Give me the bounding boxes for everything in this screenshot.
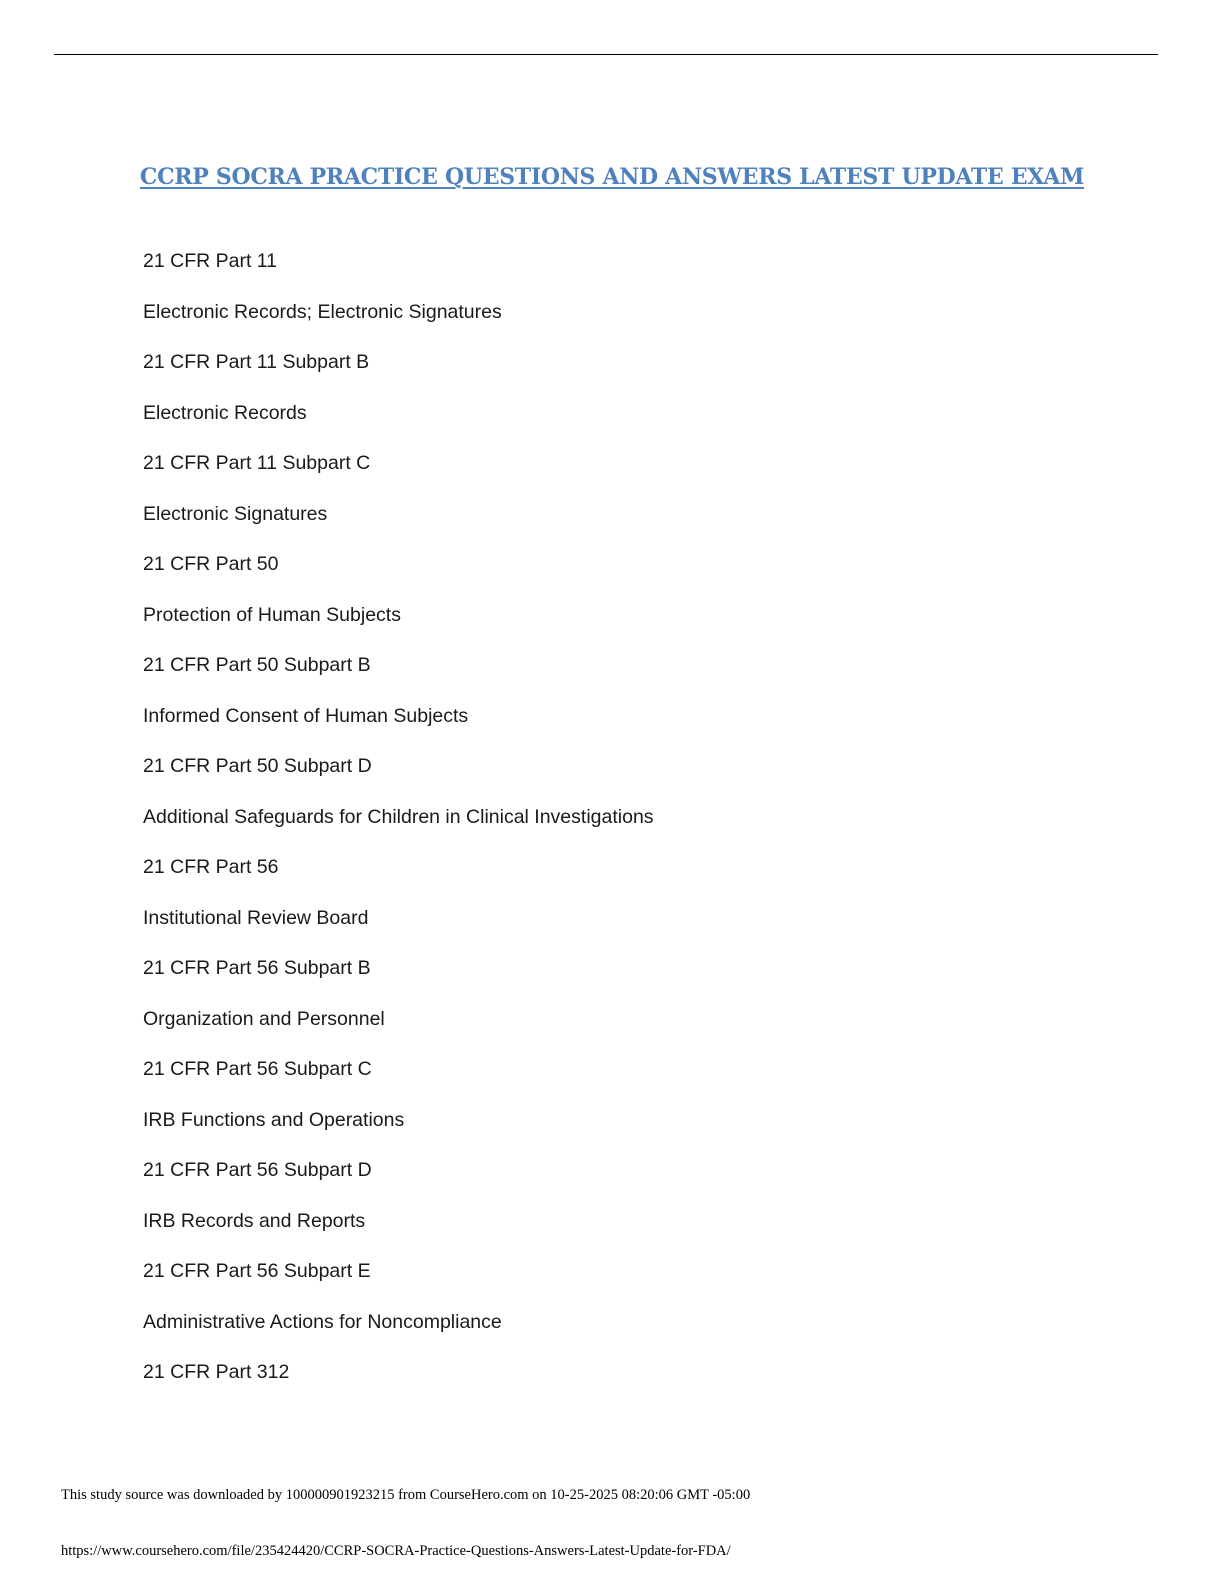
list-item: 21 CFR Part 312 [143, 1361, 290, 1383]
download-notice: This study source was downloaded by 100000901923215 from CourseHero.com on 10-25-2025 08:20:06 GMT -05:00 [61, 1487, 751, 1503]
entry-list [143, 248, 1143, 1410]
header-rule [54, 54, 1158, 55]
list-item: 21 CFR Part 50 [143, 553, 279, 575]
list-item: 21 CFR Part 56 [143, 856, 279, 878]
list-item: 21 CFR Part 11 [143, 250, 278, 272]
list-item: 21 CFR Part 50 Subpart B [143, 654, 371, 676]
list-item: Organization and Personnel [143, 1007, 385, 1030]
document-title: CCRP SOCRA PRACTICE QUESTIONS AND ANSWERS LATEST UPDATE EXAM [139, 164, 1085, 190]
list-item: 21 CFR Part 50 Subpart D [143, 755, 372, 777]
list-item: Electronic Records [143, 401, 307, 424]
list-item: Administrative Actions for Noncompliance [143, 1310, 502, 1333]
list-item: 21 CFR Part 11 Subpart B [143, 351, 370, 373]
list-item: IRB Functions and Operations [143, 1108, 405, 1131]
list-item: Electronic Records; Electronic Signatures [143, 300, 502, 323]
list-item: 21 CFR Part 56 Subpart E [143, 1260, 371, 1282]
list-item: Additional Safeguards for Children in Clinical Investigations [143, 805, 654, 828]
list-item: 21 CFR Part 56 Subpart D [143, 1159, 372, 1181]
source-url: https://www.coursehero.com/file/235424420/CCRP-SOCRA-Practice-Questions-Answers-Latest-Update-for-FDA/ [61, 1543, 731, 1559]
list-item: Informed Consent of Human Subjects [143, 704, 469, 727]
list-item: Protection of Human Subjects [143, 603, 401, 626]
list-item: Electronic Signatures [143, 502, 328, 525]
list-item: Institutional Review Board [143, 906, 369, 929]
list-item: IRB Records and Reports [143, 1209, 366, 1232]
list-item: 21 CFR Part 11 Subpart C [143, 452, 371, 474]
list-item: 21 CFR Part 56 Subpart C [143, 1058, 372, 1080]
list-item: 21 CFR Part 56 Subpart B [143, 957, 371, 979]
